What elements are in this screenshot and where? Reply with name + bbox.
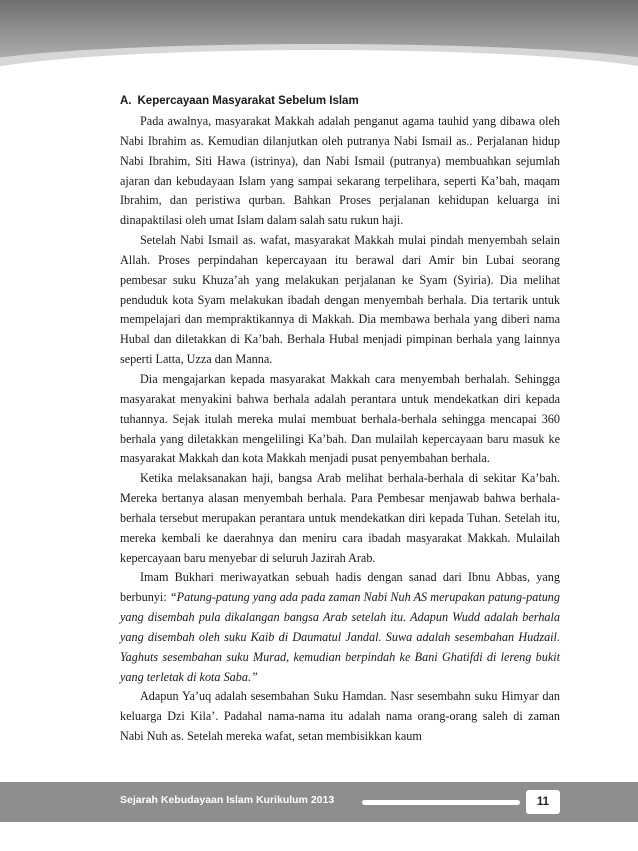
section-title: Kepercayaan Masyarakat Sebelum Islam: [137, 95, 359, 107]
header-band: [0, 0, 638, 74]
section-letter: A.: [120, 95, 132, 107]
page-content: [120, 92, 560, 747]
footer-bar: [0, 782, 638, 822]
page-number: 11: [536, 796, 550, 808]
section-heading: [120, 92, 560, 110]
hadith-quote: “Patung-patung yang ada pada zaman Nabi Nuh AS merupakan patung-patung yang disembah pula dikalangan bangsa Arab setelah itu. Adapun Wudd adalah berhala yang disembah oleh suku Kaib di Daumatul Jandal. Suwa adalah sesembahan Hudzail. Yaghuts sesembahan suku Murad, kemudian berpindah ke Bani Ghatifdi di lereng bukit yang terletak di kota Saba.”: [120, 590, 560, 684]
paragraph-hadith: [120, 568, 560, 687]
footer-divider-line: [362, 800, 520, 805]
footer-book-title: Sejarah Kebudayaan Islam Kurikulum 2013: [120, 794, 335, 806]
paragraph-4: Ketika melaksanakan haji, bangsa Arab melihat berhala-berhala di sekitar Ka’bah. Mereka bertanya alasan menyembah berhala. Para Pembesar menjawab bahwa berhala-berhala tersebut merupakan perantara untuk mendekatkan diri kepada Tuhan. Setelah itu, mereka kembali ke daerahnya dan meniru cara ibadah masyarakat Makkah. Mulailah kepercayaan baru menyebar di seluruh Jazirah Arab.: [120, 471, 560, 565]
page-number-box: [526, 790, 560, 814]
paragraph-2: Setelah Nabi Ismail as. wafat, masyarakat Makkah mulai pindah menyembah selain Allah. Proses perpindahan kepercayaan itu berawal dari Amir bin Lubai seorang pembesar suku Khuza’ah yang melakukan perjalanan ke Syam (Syiria). Dia melihat penduduk kota Syam melakukan ibadah dengan menyembah berhala. Dia tertarik untuk mempelajari dan mempraktikannya di Makkah. Dia membawa berhala yang diberi nama Hubal dan diletakkan di Ka’bah. Berhala Hubal menjadi pimpinan berhala yang lainnya seperti Latta, Uzza dan Manna.: [120, 233, 560, 367]
paragraph-last: Adapun Ya’uq adalah sesembahan Suku Hamdan. Nasr sesembahn suku Himyar dan keluarga Dzi Kila’. Padahal nama-nama itu adalah nama orang-orang saleh di zaman Nabi Nuh as. Setelah mereka wafat, setan membisikkan kaum: [120, 689, 560, 744]
paragraph-1: Pada awalnya, masyarakat Makkah adalah penganut agama tauhid yang dibawa oleh Nabi Ibrahim as. Kemudian dilanjutkan oleh putranya Nabi Ismail as.. Perjalanan hidup Nabi Ibrahim, Siti Hawa (istrinya), dan Nabi Ismail (putranya) membuahkan sejumlah ajaran dan kebudayaan Islam yang sampai sekarang terpelihara, seperti Ka’bah, maqam Ibrahim, dan peristiwa qurban. Bahkan Proses perjalanan kehidupan keluarga ini dinapaktilasi oleh umat Islam dalam salah satu rukun haji.: [120, 114, 560, 228]
hadith-intro: Imam Bukhari meriwayatkan sebuah hadis dengan sanad dari Ibnu Abbas, yang berbunyi:: [120, 570, 560, 605]
paragraph-3: Dia mengajarkan kepada masyarakat Makkah cara menyembah berhalah. Sehingga masyarakat menyakini bahwa berhala adalah perantara untuk mendekatkan diri kepada tuhannya. Sejak itulah mereka mulai membuat berhala-berhala sehingga mencapai 360 berhala yang diletakkan mengelilingi Ka’bah. Dan mulailah kepercayaan baru masuk ke masyarakat Makkah dan kota Makkah menjadi pusat penyembahan berhala.: [120, 371, 560, 466]
